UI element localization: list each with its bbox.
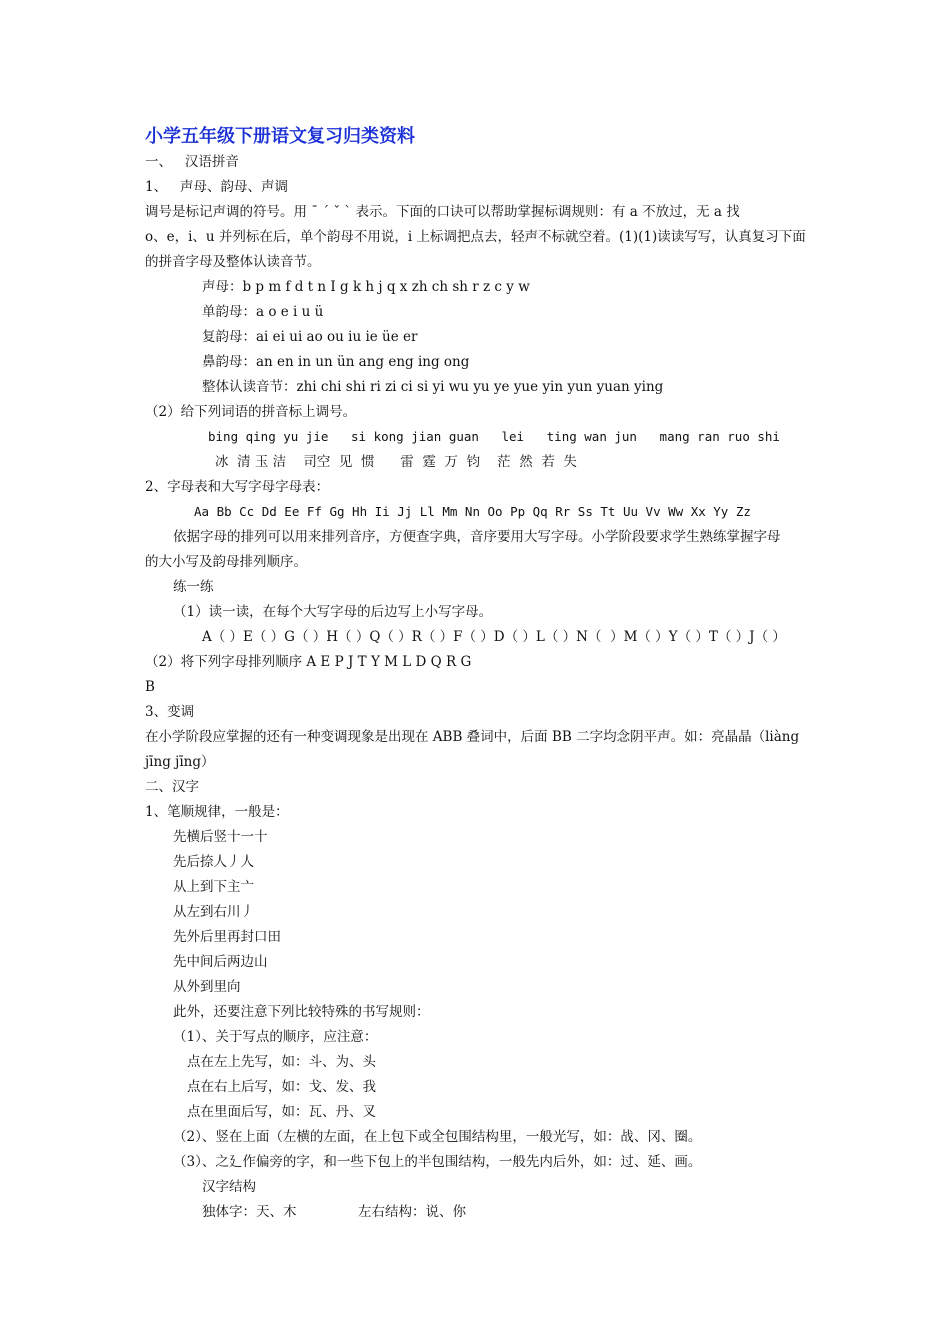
paragraph-line: 的拼音字母及整体认读音节。 (145, 254, 321, 270)
rule-line: 从外到里向 (173, 979, 241, 995)
rule-line: （1）、关于写点的顺序，应注意： (173, 1029, 378, 1045)
shengmu-line: 声母：b p m f d t n I g k h j q x zh ch sh r z c y w (202, 279, 530, 295)
biyunmu-line: 鼻韵母：an en in un ün ang eng ing ong (202, 354, 470, 370)
rule-line: 点在右上后写，如：戈、发、我 (187, 1079, 376, 1095)
rule-line: 点在里面后写，如：瓦、丹、叉 (187, 1104, 376, 1120)
subsection-heading: 3、变调 (145, 704, 195, 720)
question-line: （2）给下列词语的拼音标上调号。 (145, 404, 357, 420)
rule-line: 此外，还要注意下列比较特殊的书写规则： (173, 1004, 430, 1020)
paragraph-line: 的大小写及韵母排列顺序。 (145, 554, 307, 570)
page-title: 小学五年级下册语文复习归类资料 (145, 126, 415, 147)
fuyunmu-line: 复韵母：ai ei ui ao ou iu ie üe er (202, 329, 418, 345)
paragraph-line: 依据字母的排列可以用来排列音序，方便查字典，音序要用大写字母。小学阶段要求学生熟练掌握字母 (173, 529, 781, 545)
rule-line: 从左到右川丿 (173, 904, 254, 920)
paragraph-line: jīng jīng） (145, 754, 215, 770)
rule-line: （3）、之廴作偏旁的字，和一些下包上的半包围结构，一般先内后外，如：过、延、画。 (173, 1154, 702, 1170)
paragraph-line: 调号是标记声调的符号。用 ˉ ˊ ˇ ˋ 表示。下面的口诀可以帮助掌握标调规则：有 a 不放过，无 a 找 (145, 204, 740, 220)
rule-line: 先后捺人丿人 (173, 854, 254, 870)
subsection-heading: 2、字母表和大写字母字母表： (145, 479, 330, 495)
rule-line: 先外后里再封口田 (173, 929, 281, 945)
rule-line: 从上到下主亠 (173, 879, 254, 895)
structure-item: 左右结构：说、你 (358, 1204, 466, 1220)
rule-line: 点在左上先写，如：斗、为、头 (187, 1054, 376, 1070)
exercise-line: B (145, 679, 155, 695)
exercise-line: （1）读一读，在每个大写字母的后边写上小写字母。 (173, 604, 493, 620)
rule-line: 先横后竖十一十 (173, 829, 268, 845)
rule-line: （2）、竖在上面（左横的左面，在上包下或全包围结构里，一般光写，如：战、冈、圈。 (173, 1129, 702, 1145)
section-heading: 一、 汉语拼音 (145, 154, 239, 170)
exercise-blanks-row: A（ ）E（ ）G（ ）H（ ）Q（ ）R（ ）F（ ）D（ ）L（ ）N（ ）M（ ）Y（ ）T（ ）J（ ） (202, 629, 786, 645)
exercise-line: （2）将下列字母排列顺序 A E P J T Y M L D Q R G (145, 654, 472, 670)
hanzi-row: 冰 清 玉 洁 司空 见 惯 雷 霆 万 钧 茫 然 若 失 (215, 454, 577, 470)
zhengti-line: 整体认读音节：zhi chi shi ri zi ci si yi wu yu ye yue yin yun yuan ying (202, 379, 664, 395)
section-heading: 二、汉字 (145, 779, 199, 795)
practice-heading: 练一练 (173, 579, 214, 595)
structure-item: 独体字：天、木 (202, 1204, 297, 1220)
rule-line: 先中间后两边山 (173, 954, 268, 970)
pinyin-row: bing qing yu jie si kong jian guan lei ting wan jun mang ran ruo shi (208, 429, 780, 444)
structure-heading: 汉字结构 (202, 1179, 256, 1195)
paragraph-line: o、e，i、u 并列标在后，单个韵母不用说，i 上标调把点去，轻声不标就空着。(1)(1)读读写写，认真复习下面 (145, 229, 806, 245)
subsection-heading: 1、笔顺规律，一般是： (145, 804, 289, 820)
paragraph-line: 在小学阶段应掌握的还有一种变调现象是出现在 ABB 叠词中，后面 BB 二字均念阴平声。如：亮晶晶（liàng (145, 729, 800, 745)
danyunmu-line: 单韵母：a o e i u ü (202, 304, 324, 320)
subsection-heading: 1、 声母、韵母、声调 (145, 179, 288, 195)
alphabet-row: Aa Bb Cc Dd Ee Ff Gg Hh Ii Jj Ll Mm Nn Oo Pp Qq Rr Ss Tt Uu Vv Ww Xx Yy Zz (194, 504, 751, 519)
